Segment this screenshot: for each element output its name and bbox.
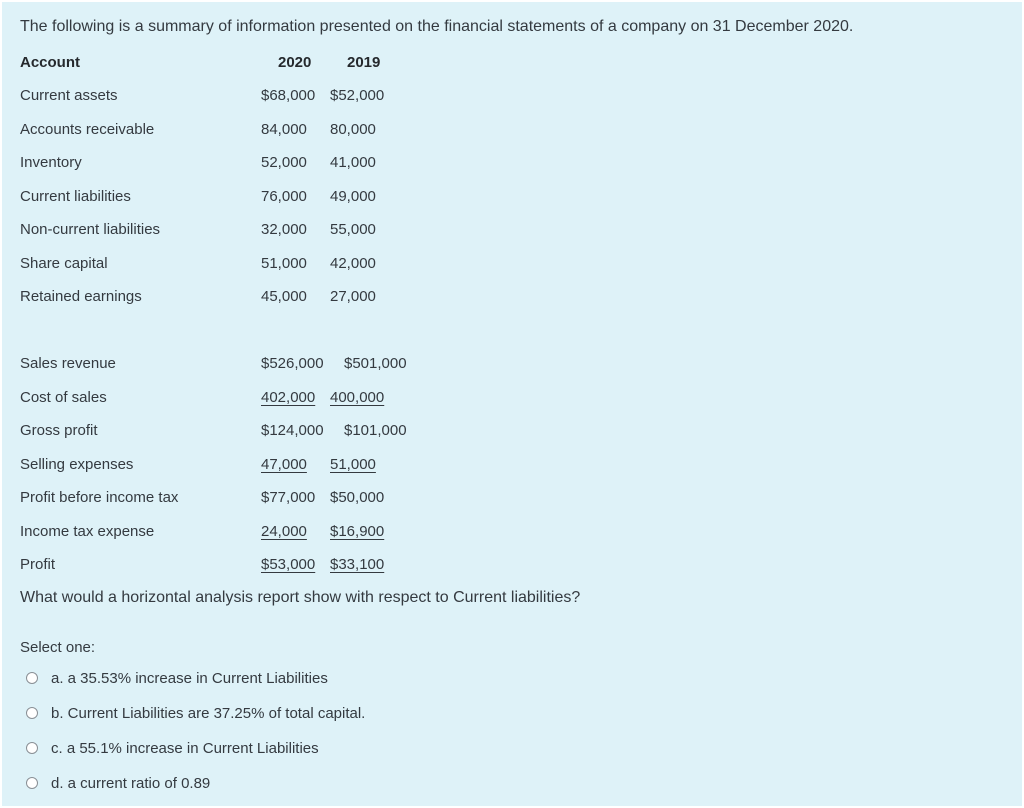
- value-2019: $33,100: [330, 556, 385, 573]
- question-text: What would a horizontal analysis report show with respect to Current liabilities?: [20, 589, 581, 606]
- account-name: Cost of sales: [20, 389, 107, 406]
- value-2020: $68,000: [261, 87, 316, 104]
- account-name: Income tax expense: [20, 523, 155, 540]
- value-2020: 76,000: [261, 188, 307, 205]
- account-header: Account: [20, 54, 80, 71]
- value-2019: 42,000: [330, 255, 376, 272]
- value-2020: 45,000: [261, 288, 307, 305]
- radio-button-icon[interactable]: [26, 777, 38, 789]
- value-2019: $101,000: [344, 422, 407, 439]
- value-2019: 27,000: [330, 288, 376, 305]
- account-name: Gross profit: [20, 422, 98, 439]
- value-2020: 52,000: [261, 154, 307, 171]
- option-label[interactable]: d. a current ratio of 0.89: [51, 774, 211, 792]
- account-name: Retained earnings: [20, 288, 142, 305]
- option-label[interactable]: c. a 55.1% increase in Current Liabilities: [51, 739, 319, 757]
- value-2020: $526,000: [261, 355, 324, 372]
- value-2019: 49,000: [330, 188, 376, 205]
- value-2020: 84,000: [261, 121, 307, 138]
- option-label[interactable]: a. a 35.53% increase in Current Liabilities: [51, 669, 328, 687]
- account-name: Current liabilities: [20, 188, 131, 205]
- year-2020-header: 2020: [278, 54, 312, 71]
- option-b[interactable]: [26, 702, 365, 724]
- account-name: Selling expenses: [20, 456, 134, 473]
- option-a[interactable]: [26, 667, 328, 689]
- account-name: Accounts receivable: [20, 121, 155, 138]
- account-name: Profit before income tax: [20, 489, 179, 506]
- value-2019: $16,900: [330, 523, 385, 540]
- value-2020: $77,000: [261, 489, 316, 506]
- value-2020: 32,000: [261, 221, 307, 238]
- value-2020: 24,000: [261, 523, 307, 540]
- question-panel: [2, 2, 1022, 806]
- option-label[interactable]: b. Current Liabilities are 37.25% of total capital.: [51, 704, 366, 722]
- radio-button-icon[interactable]: [26, 707, 38, 719]
- value-2020: $53,000: [261, 556, 316, 573]
- value-2020: 51,000: [261, 255, 307, 272]
- value-2019: 80,000: [330, 121, 376, 138]
- intro-text: The following is a summary of information presented on the financial statements of a company on 31 December 2020.: [20, 18, 854, 35]
- radio-button-icon[interactable]: [26, 742, 38, 754]
- radio-button-icon[interactable]: [26, 672, 38, 684]
- year-2019-header: 2019: [347, 54, 381, 71]
- value-2019: 51,000: [330, 456, 376, 473]
- account-name: Non-current liabilities: [20, 221, 161, 238]
- account-name: Inventory: [20, 154, 82, 171]
- option-d[interactable]: [26, 772, 210, 794]
- value-2020: 47,000: [261, 456, 307, 473]
- value-2019: $50,000: [330, 489, 385, 506]
- account-name: Sales revenue: [20, 355, 116, 372]
- account-name: Profit: [20, 556, 56, 573]
- value-2019: $52,000: [330, 87, 385, 104]
- value-2020: 402,000: [261, 389, 316, 406]
- account-name: Current assets: [20, 87, 118, 104]
- value-2019: 55,000: [330, 221, 376, 238]
- value-2019: 41,000: [330, 154, 376, 171]
- value-2020: $124,000: [261, 422, 324, 439]
- value-2019: 400,000: [330, 389, 385, 406]
- option-c[interactable]: [26, 737, 319, 759]
- select-one-label: Select one:: [20, 639, 96, 656]
- account-name: Share capital: [20, 255, 108, 272]
- value-2019: $501,000: [344, 355, 407, 372]
